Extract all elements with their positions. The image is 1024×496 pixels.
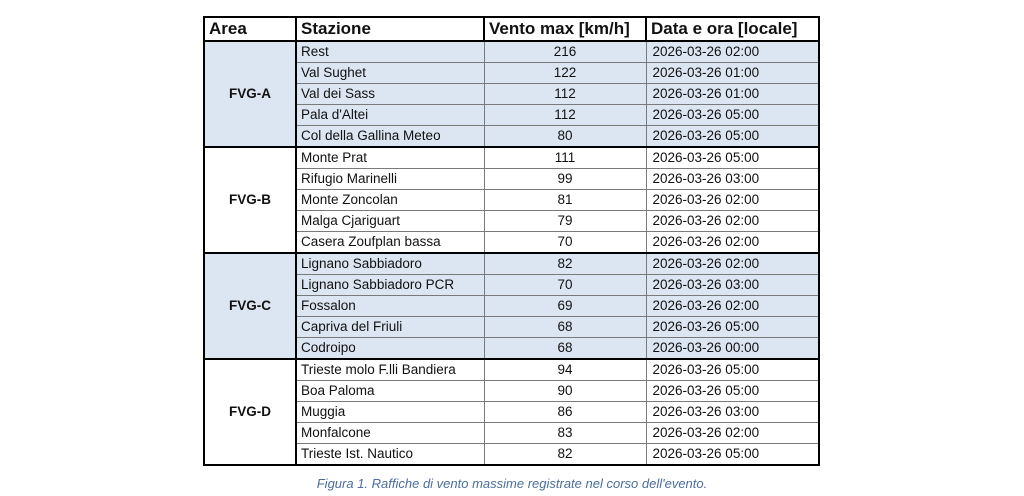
area-group [204, 147, 819, 253]
datetime-cell: 2026-03-26 03:00 [646, 168, 819, 189]
datetime-cell: 2026-03-26 05:00 [646, 105, 819, 126]
datetime-cell: 2026-03-26 02:00 [646, 41, 819, 62]
station-cell: Trieste molo F.lli Bandiera [296, 359, 484, 380]
station-cell: Boa Paloma [296, 380, 484, 401]
table-row [204, 444, 819, 465]
table-row [204, 422, 819, 443]
table-row [204, 401, 819, 422]
area-group [204, 41, 819, 147]
datetime-cell: 2026-03-26 02:00 [646, 189, 819, 210]
wind-cell: 90 [484, 380, 646, 401]
station-cell: Rifugio Marinelli [296, 168, 484, 189]
area-cell: FVG-B [204, 147, 296, 253]
wind-cell: 69 [484, 295, 646, 316]
table-row [204, 380, 819, 401]
station-cell: Muggia [296, 401, 484, 422]
wind-cell: 70 [484, 274, 646, 295]
station-cell: Monte Prat [296, 147, 484, 168]
table-row [204, 62, 819, 83]
station-cell: Val dei Sass [296, 83, 484, 104]
wind-cell: 68 [484, 338, 646, 359]
datetime-cell: 2026-03-26 03:00 [646, 274, 819, 295]
datetime-cell: 2026-03-26 00:00 [646, 338, 819, 359]
wind-cell: 99 [484, 168, 646, 189]
area-group [204, 253, 819, 359]
wind-gust-table [203, 16, 820, 466]
station-cell: Val Sughet [296, 62, 484, 83]
wind-cell: 86 [484, 401, 646, 422]
table-row [204, 338, 819, 359]
table-row [204, 316, 819, 337]
datetime-cell: 2026-03-26 05:00 [646, 444, 819, 465]
station-cell: Fossalon [296, 295, 484, 316]
datetime-cell: 2026-03-26 05:00 [646, 126, 819, 147]
wind-cell: 68 [484, 316, 646, 337]
datetime-cell: 2026-03-26 02:00 [646, 232, 819, 253]
area-cell: FVG-C [204, 253, 296, 359]
datetime-cell: 2026-03-26 02:00 [646, 422, 819, 443]
wind-cell: 83 [484, 422, 646, 443]
wind-cell: 216 [484, 41, 646, 62]
datetime-cell: 2026-03-26 02:00 [646, 211, 819, 232]
wind-cell: 112 [484, 83, 646, 104]
datetime-cell: 2026-03-26 02:00 [646, 295, 819, 316]
table-row [204, 211, 819, 232]
header-wind: Vento max [km/h] [484, 17, 646, 41]
datetime-cell: 2026-03-26 05:00 [646, 316, 819, 337]
table-row [204, 189, 819, 210]
header-datetime: Data e ora [locale] [646, 17, 819, 41]
station-cell: Lignano Sabbiadoro PCR [296, 274, 484, 295]
table-row [204, 41, 819, 62]
table-row [204, 105, 819, 126]
wind-cell: 82 [484, 444, 646, 465]
table-row [204, 253, 819, 274]
station-cell: Malga Cjariguart [296, 211, 484, 232]
datetime-cell: 2026-03-26 05:00 [646, 359, 819, 380]
station-cell: Monte Zoncolan [296, 189, 484, 210]
table-row [204, 168, 819, 189]
table-row [204, 83, 819, 104]
datetime-cell: 2026-03-26 01:00 [646, 62, 819, 83]
table-row [204, 359, 819, 380]
datetime-cell: 2026-03-26 05:00 [646, 380, 819, 401]
station-cell: Trieste Ist. Nautico [296, 444, 484, 465]
table-row [204, 295, 819, 316]
station-cell: Casera Zoufplan bassa [296, 232, 484, 253]
area-cell: FVG-A [204, 41, 296, 147]
table-row [204, 126, 819, 147]
station-cell: Pala d'Altei [296, 105, 484, 126]
figure-caption: Figura 1. Raffiche di vento massime registrate nel corso dell'evento. [316, 476, 708, 491]
wind-cell: 122 [484, 62, 646, 83]
wind-cell: 94 [484, 359, 646, 380]
wind-cell: 82 [484, 253, 646, 274]
wind-cell: 111 [484, 147, 646, 168]
header-station: Stazione [296, 17, 484, 41]
station-cell: Col della Gallina Meteo [296, 126, 484, 147]
datetime-cell: 2026-03-26 05:00 [646, 147, 819, 168]
wind-cell: 112 [484, 105, 646, 126]
station-cell: Lignano Sabbiadoro [296, 253, 484, 274]
header-area: Area [204, 17, 296, 41]
area-group [204, 359, 819, 465]
table-header-row [204, 17, 819, 41]
station-cell: Monfalcone [296, 422, 484, 443]
station-cell: Capriva del Friuli [296, 316, 484, 337]
table-row [204, 147, 819, 168]
area-cell: FVG-D [204, 359, 296, 465]
station-cell: Codroipo [296, 338, 484, 359]
datetime-cell: 2026-03-26 01:00 [646, 83, 819, 104]
wind-cell: 81 [484, 189, 646, 210]
wind-cell: 70 [484, 232, 646, 253]
table-row [204, 274, 819, 295]
station-cell: Rest [296, 41, 484, 62]
datetime-cell: 2026-03-26 02:00 [646, 253, 819, 274]
wind-cell: 80 [484, 126, 646, 147]
wind-cell: 79 [484, 211, 646, 232]
table-row [204, 232, 819, 253]
datetime-cell: 2026-03-26 03:00 [646, 401, 819, 422]
